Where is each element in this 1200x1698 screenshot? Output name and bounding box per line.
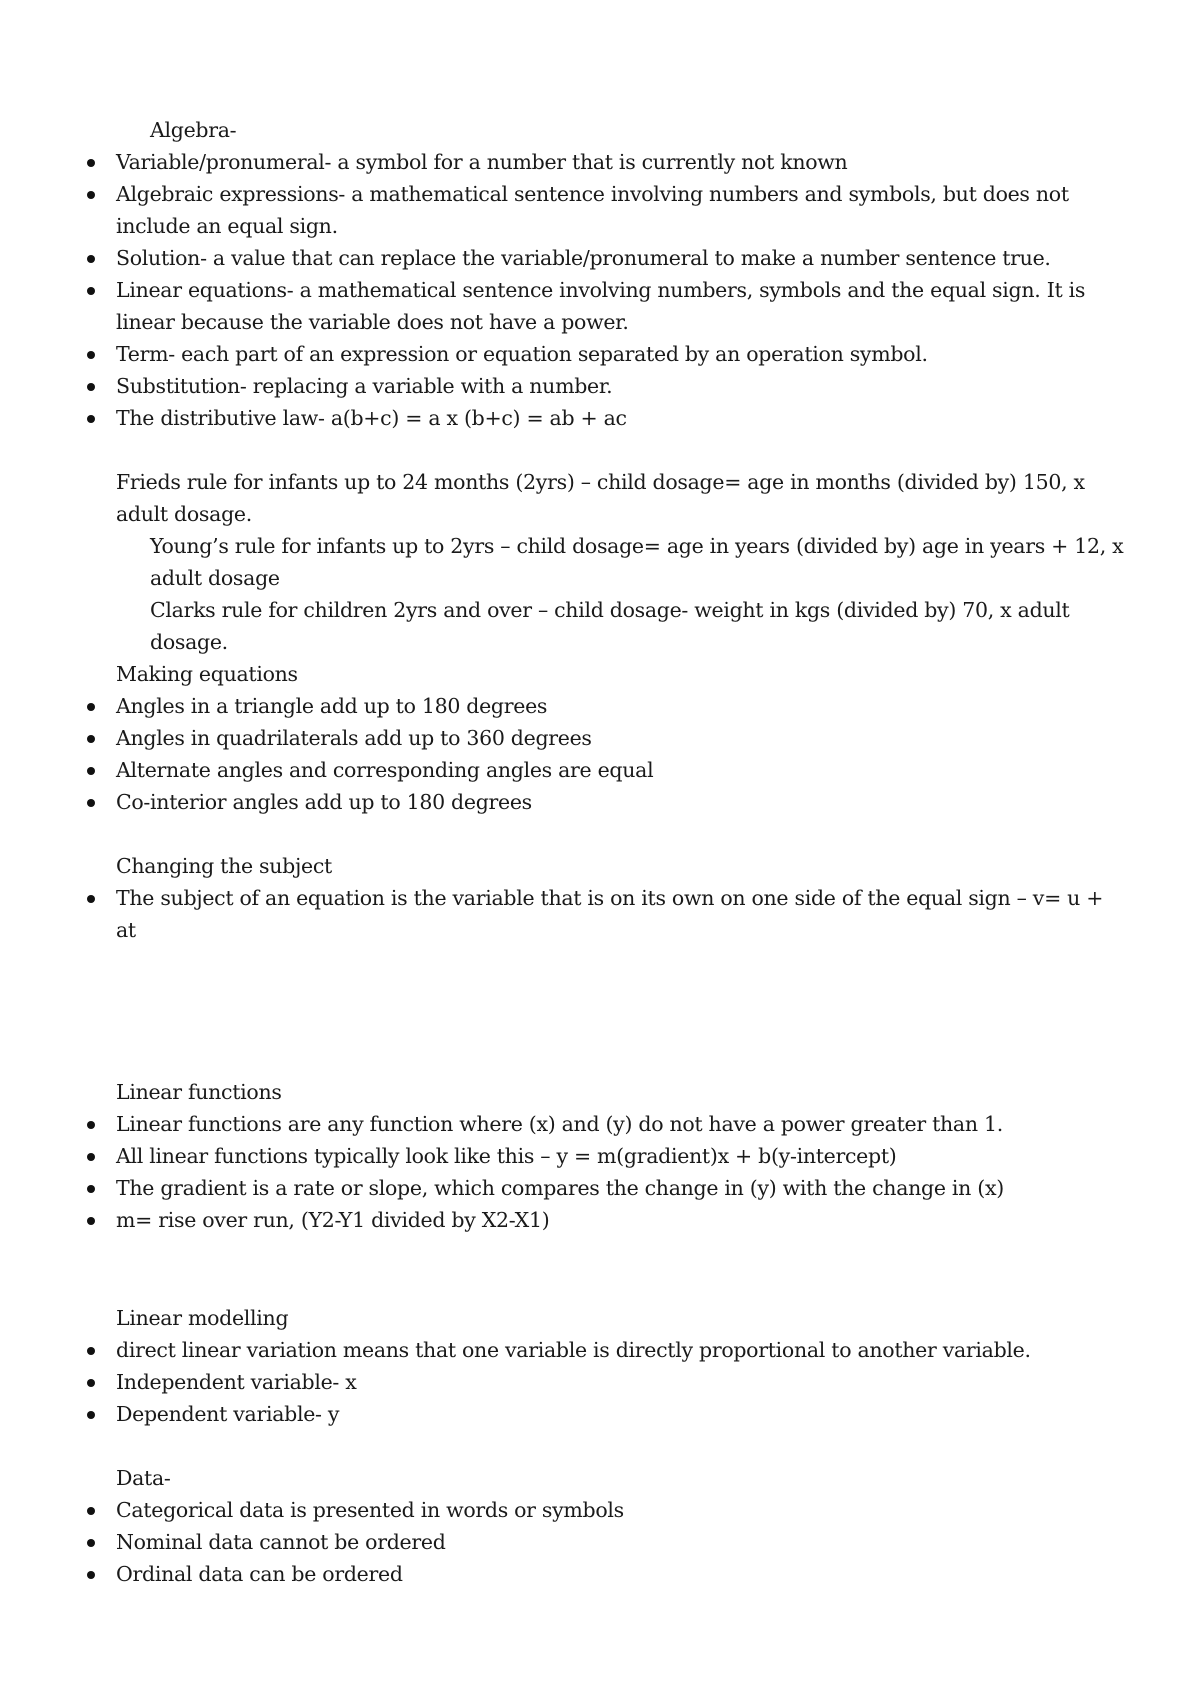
list-item: Substitution- replacing a variable with a number. (116, 374, 613, 398)
bullet-icon (87, 799, 95, 807)
bullet-icon (87, 1153, 95, 1161)
dosage-rule-clarks-continuation: dosage. (150, 630, 228, 654)
bullet-icon (87, 1185, 95, 1193)
list-item-continuation: include an equal sign. (116, 214, 338, 238)
list-item: Angles in quadrilaterals add up to 360 degrees (116, 726, 592, 750)
list-item: Categorical data is presented in words or symbols (116, 1498, 624, 1522)
dosage-rule-frieds-continuation: adult dosage. (116, 502, 252, 526)
list-item: direct linear variation means that one variable is directly proportional to another variable. (116, 1338, 1031, 1362)
list-item: Angles in a triangle add up to 180 degrees (116, 694, 548, 718)
list-item: Linear functions are any function where (x) and (y) do not have a power greater than 1. (116, 1112, 1003, 1136)
bullet-icon (87, 383, 95, 391)
heading-making-equations: Making equations (116, 662, 298, 686)
bullet-icon (87, 159, 95, 167)
heading-data: Data- (116, 1466, 171, 1490)
list-item: Linear equations- a mathematical sentence involving numbers, symbols and the equal sign. It is (116, 278, 1086, 302)
bullet-icon (87, 191, 95, 199)
bullet-icon (87, 287, 95, 295)
list-item-continuation: at (116, 918, 136, 942)
dosage-rule-clarks: Clarks rule for children 2yrs and over – child dosage- weight in kgs (divided by) 70, x adult (150, 598, 1070, 622)
dosage-rule-youngs: Young’s rule for infants up to 2yrs – child dosage= age in years (divided by) age in years + 12, x (150, 534, 1124, 558)
list-item: m= rise over run, (Y2-Y1 divided by X2-X1) (116, 1208, 550, 1232)
bullet-icon (87, 351, 95, 359)
list-item: The gradient is a rate or slope, which compares the change in (y) with the change in (x) (116, 1176, 1004, 1200)
bullet-icon (87, 1121, 95, 1129)
bullet-icon (87, 1347, 95, 1355)
heading-changing-the-subject: Changing the subject (116, 854, 332, 878)
list-item: All linear functions typically look like this – y = m(gradient)x + b(y-intercept) (116, 1144, 897, 1168)
list-item: Dependent variable- y (116, 1402, 340, 1426)
list-item: Nominal data cannot be ordered (116, 1530, 446, 1554)
list-item-continuation: linear because the variable does not have a power. (116, 310, 629, 334)
dosage-rule-frieds: Frieds rule for infants up to 24 months (2yrs) – child dosage= age in months (divided by) 150, x (116, 470, 1085, 494)
bullet-icon (87, 1411, 95, 1419)
list-item: Co-interior angles add up to 180 degrees (116, 790, 532, 814)
bullet-icon (87, 735, 95, 743)
list-item: The subject of an equation is the variable that is on its own on one side of the equal sign – v= u + (116, 886, 1104, 910)
bullet-icon (87, 1507, 95, 1515)
list-item: Variable/pronumeral- a symbol for a number that is currently not known (116, 150, 848, 174)
bullet-icon (87, 767, 95, 775)
bullet-icon (87, 1571, 95, 1579)
bullet-icon (87, 895, 95, 903)
heading-linear-functions: Linear functions (116, 1080, 282, 1104)
list-item: Alternate angles and corresponding angles are equal (116, 758, 654, 782)
list-item: Algebraic expressions- a mathematical sentence involving numbers and symbols, but does not (116, 182, 1069, 206)
bullet-icon (87, 255, 95, 263)
list-item: The distributive law- a(b+c) = a x (b+c) = ab + ac (116, 406, 627, 430)
bullet-icon (87, 703, 95, 711)
bullet-icon (87, 415, 95, 423)
list-item: Ordinal data can be ordered (116, 1562, 403, 1586)
list-item: Solution- a value that can replace the variable/pronumeral to make a number sentence true. (116, 246, 1051, 270)
bullet-icon (87, 1217, 95, 1225)
heading-linear-modelling: Linear modelling (116, 1306, 289, 1330)
dosage-rule-youngs-continuation: adult dosage (150, 566, 280, 590)
heading-algebra: Algebra- (150, 118, 237, 142)
bullet-icon (87, 1539, 95, 1547)
list-item: Term- each part of an expression or equation separated by an operation symbol. (116, 342, 928, 366)
bullet-icon (87, 1379, 95, 1387)
list-item: Independent variable- x (116, 1370, 357, 1394)
